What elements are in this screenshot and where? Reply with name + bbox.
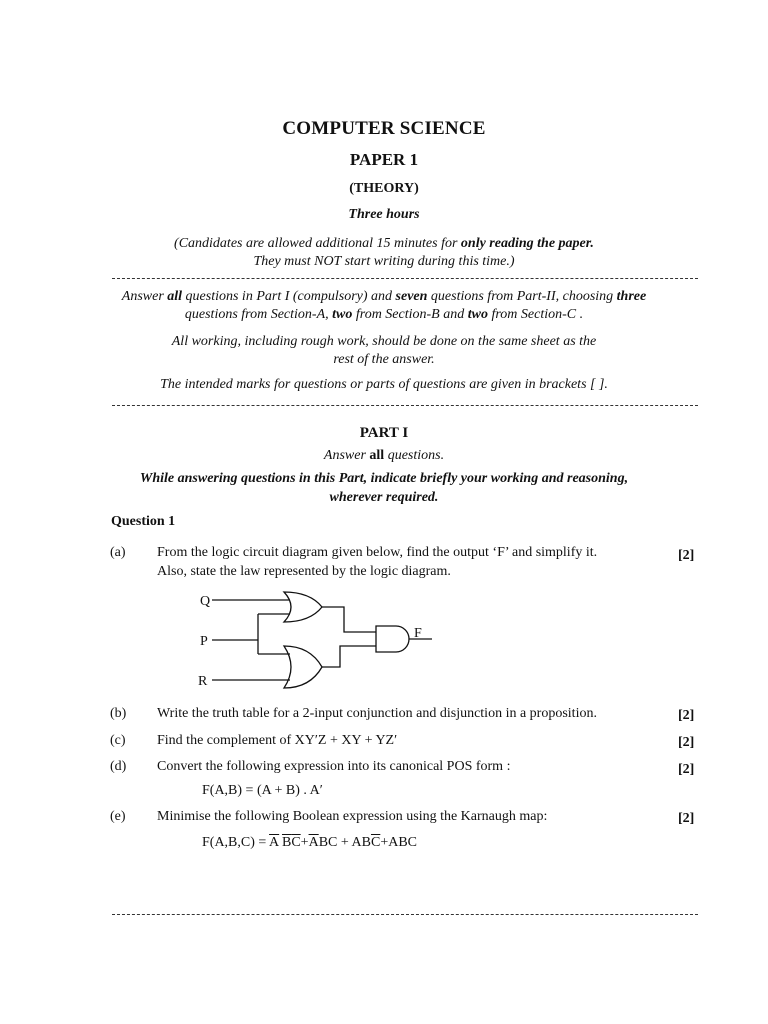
input-label-q: Q <box>200 594 211 609</box>
exam-title: COMPUTER SCIENCE <box>282 118 486 139</box>
item-a-text-line1: From the logic circuit diagram given below, find the output ‘F’ and simplify it. <box>157 545 598 560</box>
question-heading: Question 1 <box>111 514 176 529</box>
wire-gate1-to-and <box>322 607 376 632</box>
item-e-expression: $F(A,B,C) = \overline{A}$ $\overline{B}\overline{C}+\overline{A}BC + AB\overline{C}+ABC$ <box>202 835 418 850</box>
item-c-marks: [2] <box>678 735 695 750</box>
divider-top <box>112 278 698 279</box>
part-instruction: Answer all questions. <box>323 448 445 463</box>
item-d-text: Convert the following expression into its canonical POS form : <box>157 759 511 774</box>
item-b-label: (b) <box>110 706 127 721</box>
item-d-expression: F(A,B) = (A + B) . A′ <box>202 783 323 798</box>
item-a-label: (a) <box>110 545 126 560</box>
and-gate <box>376 626 409 652</box>
or-gate-2 <box>284 646 322 688</box>
item-b-marks: [2] <box>678 708 695 723</box>
item-d-label: (d) <box>110 759 127 774</box>
item-c-label: (c) <box>110 733 126 748</box>
paper-number: PAPER 1 <box>349 150 419 169</box>
item-e-text: Minimise the following Boolean expression using the Karnaugh map: <box>157 809 548 824</box>
divider-middle <box>112 405 698 406</box>
part-note-line1: While answering questions in this Part, indicate briefly your working and reasoning, <box>139 471 629 486</box>
instruction-line4: rest of the answer. <box>333 352 435 367</box>
or-gate-1 <box>284 592 322 622</box>
input-label-r: R <box>198 674 208 689</box>
item-e-marks: [2] <box>678 811 695 826</box>
part-note-line2: wherever required. <box>329 490 439 505</box>
item-b-text: Write the truth table for a 2-input conjunction and disjunction in a proposition. <box>157 706 597 721</box>
item-a-marks: [2] <box>678 548 695 563</box>
reading-time-note-line2: They must NOT start writing during this time.) <box>253 254 515 269</box>
paper-type: (THEORY) <box>349 181 419 196</box>
wire-gate2-to-and <box>322 646 376 667</box>
logic-circuit-diagram <box>180 586 460 698</box>
item-c-text: Find the complement of XY′Z + XY + YZ′ <box>157 733 398 748</box>
output-label-f: F <box>414 626 422 641</box>
reading-time-note-line1: (Candidates are allowed additional 15 minutes for only reading the paper. <box>174 236 594 251</box>
item-e-label: (e) <box>110 809 126 824</box>
input-label-p: P <box>200 634 208 649</box>
instruction-line1: Answer all questions in Part I (compulsory) and seven questions from Part-II, choosing three <box>121 289 647 304</box>
instruction-line3: All working, including rough work, should be done on the same sheet as the <box>171 334 597 349</box>
exam-duration: Three hours <box>348 207 420 222</box>
divider-bottom <box>112 914 698 915</box>
part-title: PART I <box>359 425 409 441</box>
item-a-text-line2: Also, state the law represented by the logic diagram. <box>157 564 451 579</box>
instruction-line2: questions from Section-A, two from Section-B and two from Section-C . <box>184 307 584 322</box>
item-d-marks: [2] <box>678 762 695 777</box>
instruction-line5: The intended marks for questions or parts of questions are given in brackets [ ]. <box>160 377 608 392</box>
